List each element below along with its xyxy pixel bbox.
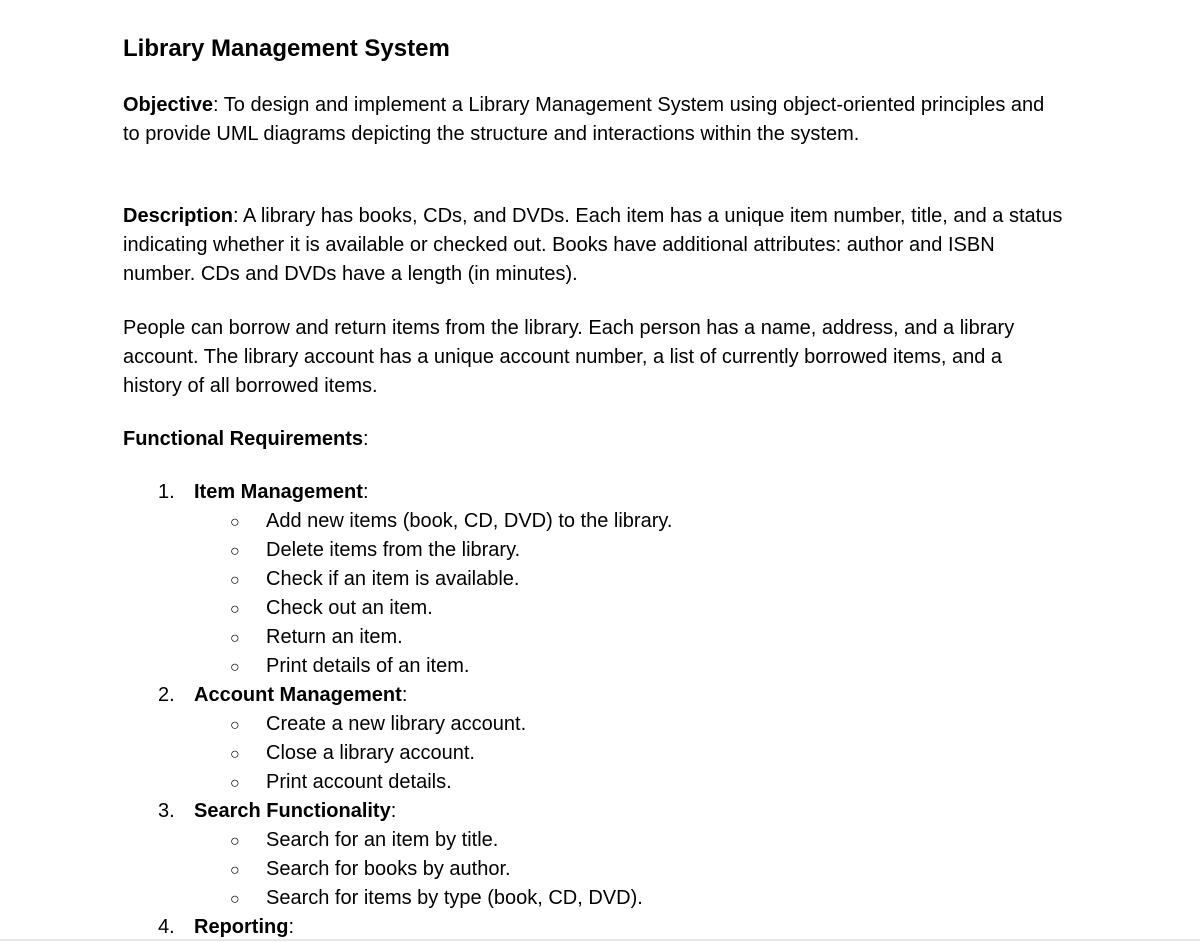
hollow-circle-bullet-icon: ○ [230, 601, 240, 618]
requirement-section [123, 913, 1063, 942]
list-item-text: Add new items (book, CD, DVD) to the library. [266, 510, 673, 532]
list-item-text: Create a new library account. [266, 713, 527, 735]
section-suffix: : [288, 916, 294, 938]
section-title: Account Management [194, 684, 402, 706]
objective-label: Objective [123, 94, 214, 116]
hollow-circle-bullet-icon: ○ [230, 717, 240, 734]
list-item-text: Close a library account. [266, 742, 475, 764]
section-number: 2. [158, 684, 175, 706]
objective-text: : To design and implement a Library Management System using object-oriented principles and to provide UML diagrams depicting the structure and interactions within the system. [123, 94, 1045, 145]
list-item-text: Delete items from the library. [266, 539, 521, 561]
list-item-text: Search for items by type (book, CD, DVD). [266, 887, 643, 909]
list-item-text: Print details of an item. [266, 655, 470, 677]
section-number: 1. [158, 481, 175, 503]
document-title: Library Management System [123, 35, 450, 62]
section-suffix: : [401, 684, 408, 706]
hollow-circle-bullet-icon: ○ [230, 891, 240, 908]
section-label [194, 684, 407, 706]
hollow-circle-bullet-icon: ○ [230, 746, 240, 763]
people-paragraph: People can borrow and return items from the library. Each person has a name, address, and a library account. The library account has a unique account number, a list of currently borrowed items, and a history of all borrowed items. [123, 317, 1015, 397]
list-item-text: Check if an item is available. [266, 568, 520, 590]
section-title: Reporting [194, 916, 289, 938]
requirement-section [123, 681, 1063, 710]
list-item [123, 739, 1063, 768]
description-paragraph [123, 202, 1063, 289]
description-label: Description [123, 205, 234, 227]
hollow-circle-bullet-icon: ○ [230, 862, 240, 879]
list-item [123, 623, 1063, 652]
list-item-text: Check out an item. [266, 597, 433, 619]
description-text: : A library has books, CDs, and DVDs. Each item has a unique item number, title, and a status indicating whether it is available or checked out. Books have additional attributes: author and ISBN number. CDs and DVDs have a length (in minutes). [123, 205, 1063, 285]
section-label [194, 916, 294, 938]
functional-requirements-heading [123, 425, 1063, 454]
list-item-text: Print account details. [266, 771, 452, 793]
list-item-text: Return an item. [266, 626, 403, 648]
hollow-circle-bullet-icon: ○ [230, 630, 240, 647]
requirements-list [123, 478, 1063, 942]
list-item [123, 652, 1063, 681]
list-item [123, 536, 1063, 565]
section-number: 4. [158, 916, 175, 938]
section-label [194, 800, 396, 822]
hollow-circle-bullet-icon: ○ [230, 514, 240, 531]
list-item-text: Search for an item by title. [266, 829, 499, 851]
requirement-section [123, 478, 1063, 507]
list-item [123, 710, 1063, 739]
list-item [123, 594, 1063, 623]
hollow-circle-bullet-icon: ○ [230, 833, 240, 850]
list-item-text: Search for books by author. [266, 858, 511, 880]
list-item [123, 768, 1063, 797]
hollow-circle-bullet-icon: ○ [230, 543, 240, 560]
section-number: 3. [158, 800, 175, 822]
hollow-circle-bullet-icon: ○ [230, 572, 240, 589]
list-item [123, 855, 1063, 884]
section-suffix: : [390, 800, 397, 822]
section-label [194, 481, 369, 503]
functional-requirements-suffix: : [363, 428, 369, 450]
list-item [123, 884, 1063, 913]
list-item [123, 826, 1063, 855]
requirement-section [123, 797, 1063, 826]
list-item [123, 565, 1063, 594]
hollow-circle-bullet-icon: ○ [230, 659, 240, 676]
section-title: Search Functionality [194, 800, 391, 822]
functional-requirements-label: Functional Requirements [123, 428, 364, 450]
list-item [123, 507, 1063, 536]
section-title: Item Management [194, 481, 363, 503]
hollow-circle-bullet-icon: ○ [230, 775, 240, 792]
section-suffix: : [362, 481, 369, 503]
objective-paragraph [123, 91, 1063, 149]
